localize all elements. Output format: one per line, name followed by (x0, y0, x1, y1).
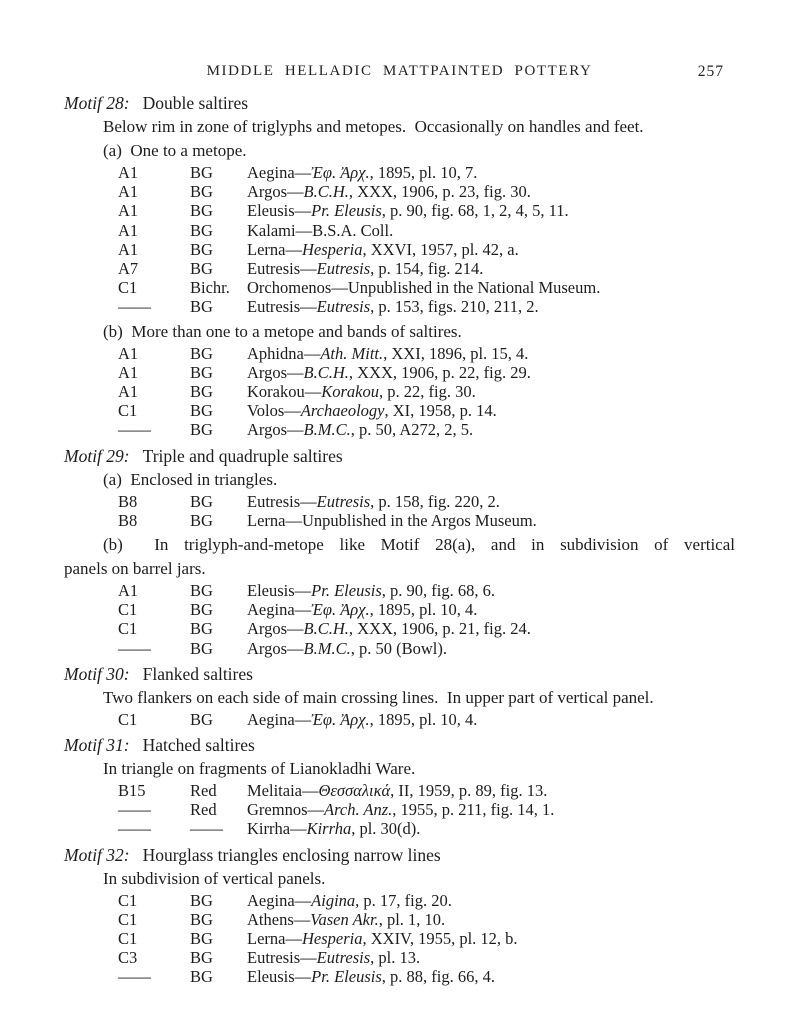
entry-class: B8 (118, 491, 138, 511)
reference-segment: Pr. Eleusis (311, 201, 382, 221)
entry-row (118, 221, 735, 240)
entry-paint: BG (190, 909, 213, 929)
motif-paragraph (64, 757, 735, 781)
entry-class: C3 (118, 948, 138, 968)
entry-row (118, 259, 735, 278)
motif-section (64, 843, 735, 987)
motif-label: Motif 29: (64, 445, 130, 466)
paragraph-line: Two flankers on each side of main crossing lines. In upper part of vertical panel. (103, 687, 654, 707)
entry-paint: BG (190, 382, 213, 402)
entry-paint: BG (190, 420, 213, 440)
reference-segment: Melitaia— (247, 781, 319, 801)
motif-label: Motif 28: (64, 93, 130, 113)
entry-list (64, 781, 735, 839)
reference-segment: B.M.C. (303, 420, 351, 440)
reference-segment: , XXX, 1906, p. 22, fig. 29. (348, 362, 531, 382)
entry-class: —— (118, 800, 151, 820)
entry-reference (247, 639, 447, 658)
paragraph-line: Below rim in zone of triglyphs and metopes. Occasionally on handles and feet. (103, 117, 644, 136)
entry-row (118, 278, 735, 297)
entry-reference (247, 948, 420, 967)
reference-segment: , p. 17, fig. 20. (355, 890, 452, 910)
reference-segment: Gremnos— (247, 800, 324, 820)
entry-reference (247, 929, 518, 948)
motif-heading (64, 444, 735, 468)
entry-paint: BG (190, 510, 213, 530)
reference-segment: Ἐφ. Ἀρχ. (311, 163, 370, 182)
entry-list (64, 344, 735, 440)
reference-segment: , pl. 30(d). (351, 819, 421, 839)
entry-reference (247, 297, 539, 316)
entry-row (118, 967, 735, 986)
reference-segment: , p. 153, figs. 210, 211, 2. (370, 297, 539, 317)
entry-row (118, 363, 735, 382)
entry-class: —— (118, 420, 151, 440)
reference-segment: Eutresis (316, 297, 371, 317)
paragraph-line: (b) In triglyph-and-metope like Motif 28(a), and in subdivision of vertical (103, 535, 735, 555)
entry-reference (247, 201, 569, 220)
reference-segment: Eleusis— (247, 581, 312, 601)
entry-class: B8 (118, 510, 138, 530)
reference-segment: Kirrha (306, 819, 352, 839)
motif-heading (64, 733, 735, 757)
reference-segment: Archaeology (300, 401, 385, 421)
entry-reference (247, 278, 600, 297)
reference-segment: B.M.C. (303, 638, 351, 658)
reference-segment: , XXVI, 1957, pl. 42, a. (362, 239, 519, 259)
motif-title: Triple and quadruple saltires (142, 445, 343, 466)
running-title: MIDDLE HELLADIC MATTPAINTED POTTERY (206, 63, 593, 79)
entry-row (118, 492, 735, 511)
entry-row (118, 382, 735, 401)
motif-title: Flanked saltires (142, 663, 253, 684)
entry-row (118, 511, 735, 530)
paragraph-line: (a) Enclosed in triangles. (103, 469, 278, 489)
reference-segment: Arch. Anz. (324, 800, 393, 820)
entry-reference (247, 163, 477, 182)
entry-reference (247, 401, 497, 420)
entry-row (118, 910, 735, 929)
reference-segment: Aphidna— (247, 343, 321, 363)
paragraph-line: In subdivision of vertical panels. (103, 868, 326, 888)
entry-paint: BG (190, 581, 213, 601)
reference-segment: Eutresis (316, 948, 371, 968)
reference-segment: , XXI, 1896, pl. 15, 4. (383, 343, 529, 363)
entry-paint: BG (190, 163, 213, 182)
motif-paragraph (64, 686, 735, 710)
reference-segment: Argos— (247, 362, 304, 382)
reference-segment: B.C.H. (303, 362, 349, 382)
entry-reference (247, 492, 500, 511)
entry-class: A1 (118, 239, 139, 259)
motif-paragraph (64, 533, 735, 581)
reference-segment: Lerna— (247, 239, 302, 259)
entry-paint: BG (190, 362, 213, 382)
motif-title: Double saltires (142, 93, 249, 113)
motif-paragraph (64, 468, 735, 492)
entry-row (118, 240, 735, 259)
reference-segment: , p. 90, fig. 68, 6. (381, 581, 495, 601)
entry-row (118, 929, 735, 948)
motif-label: Motif 30: (64, 663, 130, 684)
reference-segment: , p. 50, A272, 2, 5. (350, 420, 474, 440)
reference-segment: Volos— (247, 401, 301, 421)
motif-catalog (64, 91, 735, 987)
entry-row (118, 619, 735, 638)
entry-reference (247, 182, 531, 201)
reference-segment: Argos— (247, 182, 304, 202)
reference-segment: Lerna—Unpublished in the Argos Museum. (247, 510, 537, 530)
reference-segment: Orchomenos—Unpublished in the National Museum. (247, 278, 601, 298)
entry-reference (247, 420, 473, 439)
reference-segment: B.C.H. (303, 619, 349, 639)
reference-segment: Eutresis (316, 259, 371, 279)
reference-segment: , 1895, pl. 10, 4. (369, 709, 478, 729)
entry-class: A7 (118, 259, 139, 279)
motif-title: Hourglass triangles enclosing narrow lines (142, 844, 441, 865)
motif-heading (64, 91, 735, 115)
reference-segment: , p. 158, fig. 220, 2. (370, 491, 500, 511)
reference-segment: Argos— (247, 420, 304, 440)
entry-paint: BG (190, 182, 213, 202)
reference-segment: Korakou— (247, 382, 322, 402)
entry-paint: BG (190, 929, 213, 949)
entry-reference (247, 910, 445, 929)
motif-label: Motif 31: (64, 735, 130, 756)
entry-class: C1 (118, 401, 138, 421)
reference-segment: , XXX, 1906, p. 21, fig. 24. (348, 619, 531, 639)
entry-reference (247, 967, 495, 986)
motif-heading (64, 843, 735, 867)
entry-row (118, 639, 735, 658)
entry-class: —— (118, 967, 151, 987)
reference-segment: Aegina— (247, 709, 312, 729)
entry-row (118, 297, 735, 316)
reference-segment: Ath. Mitt. (320, 343, 384, 363)
entry-reference (247, 221, 393, 240)
reference-segment: Argos— (247, 619, 304, 639)
entry-reference (247, 511, 537, 530)
reference-segment: Eleusis— (247, 967, 312, 987)
reference-segment: Ἐφ. Ἀρχ. (311, 600, 370, 620)
reference-segment: , p. 90, fig. 68, 1, 2, 4, 5, 11. (381, 201, 569, 221)
entry-row (118, 581, 735, 600)
entry-class: A1 (118, 581, 139, 601)
reference-segment: , II, 1959, p. 89, fig. 13. (390, 781, 548, 801)
entry-row (118, 710, 735, 729)
entry-paint: Red (190, 781, 217, 801)
paragraph-line: (a) One to a metope. (103, 141, 247, 160)
entry-row (118, 201, 735, 220)
entry-paint: BG (190, 600, 213, 620)
entry-row (118, 420, 735, 439)
reference-segment: Eutresis— (247, 948, 317, 968)
entry-row (118, 891, 735, 910)
motif-paragraph (64, 320, 735, 344)
entry-list (64, 163, 735, 317)
entry-reference (247, 819, 420, 838)
page-number: 257 (697, 63, 724, 80)
reference-segment: Ἐφ. Ἀρχ. (311, 709, 370, 729)
entry-class: A1 (118, 201, 139, 221)
motif-section (64, 733, 735, 839)
reference-segment: Aegina— (247, 163, 312, 182)
entry-row (118, 182, 735, 201)
reference-segment: , p. 22, fig. 30. (378, 382, 476, 402)
entry-class: C1 (118, 909, 138, 929)
motif-heading (64, 662, 735, 686)
entry-list (64, 710, 735, 729)
paragraph-line: panels on barrel jars. (64, 559, 206, 579)
entry-paint: —— (190, 819, 223, 839)
entry-paint: Bichr. (190, 278, 230, 298)
reference-segment: Lerna— (247, 929, 302, 949)
reference-segment: Vasen Akr. (310, 909, 379, 929)
reference-segment: Θεσσαλικά (318, 781, 391, 801)
reference-segment: , 1895, pl. 10, 7. (369, 163, 478, 182)
page-header (64, 62, 735, 82)
entry-row (118, 344, 735, 363)
entry-class: C1 (118, 278, 138, 298)
entry-paint: BG (190, 239, 213, 259)
motif-paragraph (64, 115, 735, 139)
entry-paint: BG (190, 220, 213, 240)
motif-section (64, 444, 735, 658)
entry-row (118, 819, 735, 838)
entry-paint: BG (190, 201, 213, 221)
entry-class: A1 (118, 182, 139, 202)
entry-class: C1 (118, 929, 138, 949)
entry-row (118, 948, 735, 967)
motif-section (64, 662, 735, 729)
entry-paint: BG (190, 491, 213, 511)
entry-class: —— (118, 297, 151, 317)
reference-segment: B.C.H. (303, 182, 349, 202)
reference-segment: Aegina— (247, 600, 312, 620)
entry-class: C1 (118, 600, 138, 620)
reference-segment: Eleusis— (247, 201, 312, 221)
entry-class: —— (118, 819, 151, 839)
reference-segment: , XXX, 1906, p. 23, fig. 30. (348, 182, 531, 202)
entry-reference (247, 619, 531, 638)
entry-reference (247, 781, 547, 800)
entry-row (118, 401, 735, 420)
entry-paint: BG (190, 259, 213, 279)
entry-reference (247, 600, 477, 619)
entry-reference (247, 800, 554, 819)
entry-list (64, 492, 735, 530)
entry-row (118, 600, 735, 619)
paragraph-line: In triangle on fragments of Lianokladhi Ware. (103, 759, 416, 779)
reference-segment: Eutresis— (247, 491, 317, 511)
reference-segment: , XI, 1958, p. 14. (384, 401, 497, 421)
entry-class: A1 (118, 343, 139, 363)
entry-class: —— (118, 638, 151, 658)
entry-reference (247, 344, 528, 363)
motif-section (64, 91, 735, 440)
reference-segment: Hesperia (301, 929, 363, 949)
entry-row (118, 163, 735, 182)
entry-class: B15 (118, 781, 146, 801)
reference-segment: , 1895, pl. 10, 4. (369, 600, 478, 620)
reference-segment: Eutresis— (247, 297, 317, 317)
reference-segment: , 1955, p. 211, fig. 14, 1. (392, 800, 555, 820)
entry-paint: BG (190, 619, 213, 639)
entry-class: A1 (118, 362, 139, 382)
reference-segment: , p. 154, fig. 214. (370, 259, 484, 279)
reference-segment: Argos— (247, 638, 304, 658)
entry-reference (247, 259, 483, 278)
reference-segment: , XXIV, 1955, pl. 12, b. (362, 929, 518, 949)
entry-paint: BG (190, 297, 213, 317)
entry-paint: BG (190, 638, 213, 658)
entry-reference (247, 891, 452, 910)
entry-class: A1 (118, 220, 139, 240)
entry-paint: Red (190, 800, 217, 820)
motif-paragraph (64, 139, 735, 163)
entry-row (118, 781, 735, 800)
entry-reference (247, 710, 477, 729)
entry-class: C1 (118, 619, 138, 639)
reference-segment: Pr. Eleusis (311, 967, 382, 987)
reference-segment: Eutresis— (247, 259, 317, 279)
motif-label: Motif 32: (64, 844, 130, 865)
reference-segment: Kalami—B.S.A. Coll. (247, 220, 394, 240)
reference-segment: Hesperia (301, 239, 363, 259)
entry-class: A1 (118, 382, 139, 402)
entry-paint: BG (190, 401, 213, 421)
reference-segment: , pl. 13. (370, 948, 421, 968)
reference-segment: Pr. Eleusis (311, 581, 382, 601)
entry-reference (247, 382, 476, 401)
entry-reference (247, 240, 519, 259)
paragraph-line: (b) More than one to a metope and bands of saltires. (103, 321, 462, 341)
reference-segment: , p. 50 (Bowl). (350, 638, 448, 658)
motif-paragraph (64, 867, 735, 891)
entry-paint: BG (190, 890, 213, 910)
entry-class: C1 (118, 709, 138, 729)
reference-segment: Athens— (247, 909, 311, 929)
reference-segment: Aegina— (247, 890, 312, 910)
reference-segment: Korakou (321, 382, 379, 402)
reference-segment: Kirrha— (247, 819, 307, 839)
entry-paint: BG (190, 967, 213, 987)
entry-class: A1 (118, 163, 139, 182)
entry-paint: BG (190, 709, 213, 729)
entry-row (118, 800, 735, 819)
reference-segment: Aigina (311, 890, 356, 910)
reference-segment: , pl. 1, 10. (378, 909, 446, 929)
motif-title: Hatched saltires (142, 735, 255, 756)
entry-list (64, 581, 735, 658)
entry-paint: BG (190, 948, 213, 968)
entry-class: C1 (118, 890, 138, 910)
reference-segment: , p. 88, fig. 66, 4. (381, 967, 495, 987)
entry-reference (247, 363, 531, 382)
entry-paint: BG (190, 343, 213, 363)
entry-list (64, 891, 735, 987)
reference-segment: Eutresis (316, 491, 371, 511)
entry-reference (247, 581, 495, 600)
